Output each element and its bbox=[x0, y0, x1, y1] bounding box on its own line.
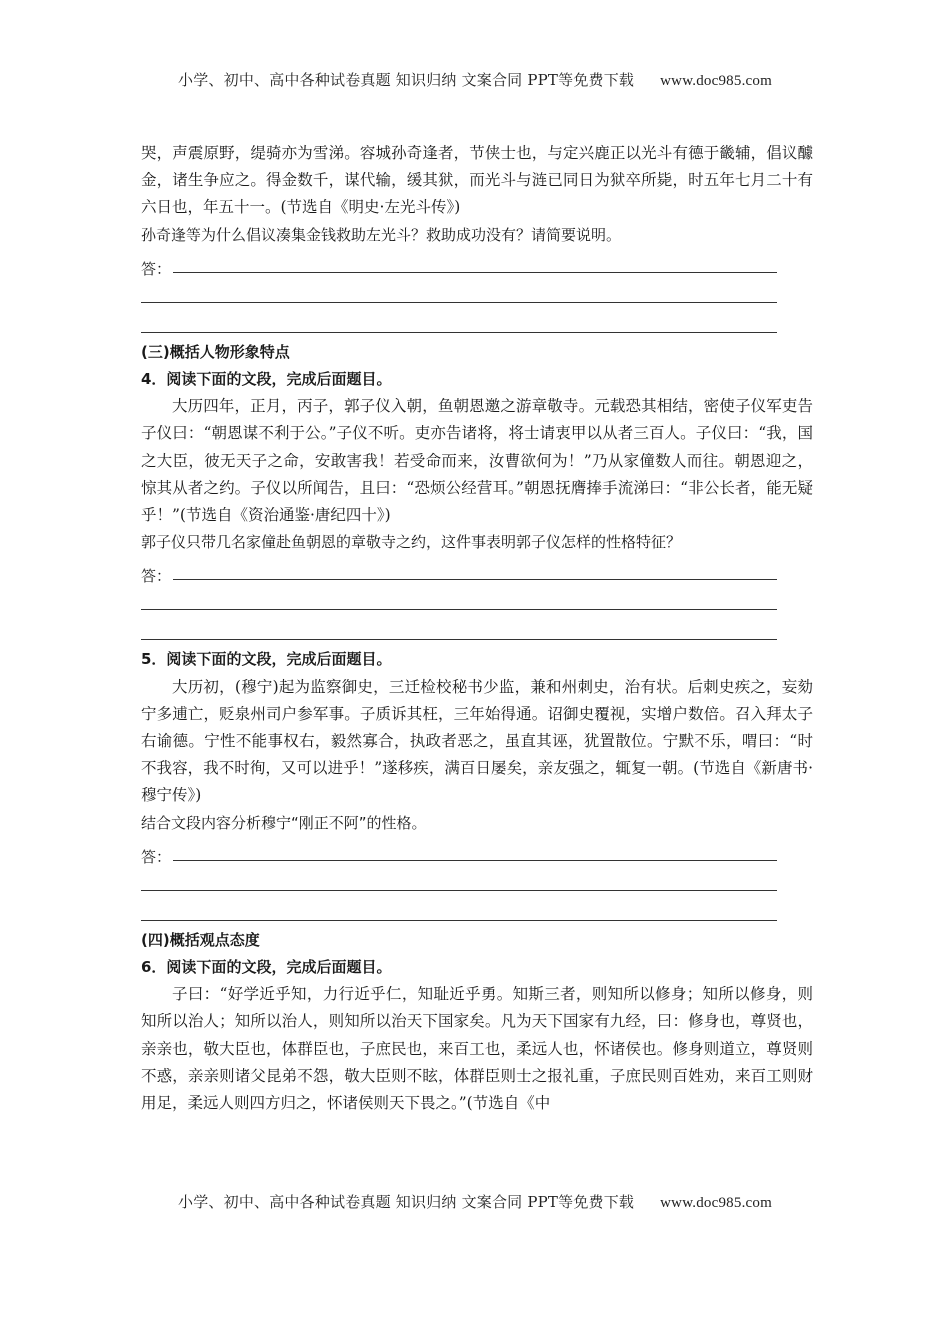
question-5-passage: 大历初，(穆宁)起为监察御史，三迁检校秘书少监，兼和州刺史，治有状。后刺史疾之，妄劾宁多逋亡，贬泉州司户参军事。子质诉其枉，三年始得通。诏御史覆视，实增户数倍。召入拜太子右谕德。宁性不能事权右，毅然寡合，执政者恶之，虽直其诬，犹置散位。宁默不乐，喟曰：“时不我容，我不时徇，又可以进乎！”遂移疾，满百日屡矣，亲友强之，辄复一朝。(节选自《新唐书·穆宁传》) bbox=[141, 677, 813, 805]
answer-line[interactable] bbox=[141, 556, 777, 586]
answer-rule bbox=[141, 889, 777, 891]
answer-area-5[interactable] bbox=[141, 837, 813, 927]
section-4-heading: (四)概括观点态度 bbox=[141, 930, 260, 949]
answer-line[interactable] bbox=[141, 867, 777, 897]
answer-rule bbox=[173, 271, 777, 273]
answer-rule bbox=[141, 301, 777, 303]
footer-banner bbox=[0, 1191, 950, 1212]
answer-area-4[interactable] bbox=[141, 556, 813, 646]
answer-line[interactable] bbox=[141, 279, 777, 309]
answer-line[interactable] bbox=[141, 249, 777, 279]
header-banner bbox=[0, 69, 950, 90]
question-3-prompt: 孙奇逢等为什么倡议凑集金钱救助左光斗？救助成功没有？请简要说明。 bbox=[141, 225, 622, 244]
answer-rule bbox=[141, 608, 777, 610]
header-banner-text: 小学、初中、高中各种试卷真题 知识归纳 文案合同 PPT等免费下载 bbox=[178, 71, 635, 89]
answer-line[interactable] bbox=[141, 586, 777, 616]
answer-label: 答： bbox=[141, 567, 172, 586]
question-4-passage: 大历四年，正月，丙子，郭子仪入朝，鱼朝恩邀之游章敬寺。元载恐其相结，密使子仪军吏告子仪曰：“朝恩谋不利于公。”子仪不听。吏亦告诸将，将士请衷甲以从者三百人。子仪曰：“我，国之大臣，彼无天子之命，安敢害我！若受命而来，汝曹欲何为！”乃从家僮数人而往。朝恩迎之，惊其从者之约。子仪以所闻告，且曰：“恐烦公经营耳。”朝恩抚膺捧手流涕曰：“非公长者，能无疑乎！”(节选自《资治通鉴·唐纪四十》) bbox=[141, 397, 813, 525]
answer-rule bbox=[141, 919, 777, 921]
document-body bbox=[141, 140, 813, 1117]
answer-area-3[interactable] bbox=[141, 249, 813, 339]
answer-line[interactable] bbox=[141, 309, 777, 339]
question-4-title: 4．阅读下面的文段，完成后面题目。 bbox=[141, 370, 392, 389]
answer-rule bbox=[141, 331, 777, 333]
question-5-prompt: 结合文段内容分析穆宁“刚正不阿”的性格。 bbox=[141, 813, 427, 832]
answer-label: 答： bbox=[141, 259, 172, 278]
answer-line[interactable] bbox=[141, 837, 777, 867]
question-6-passage: 子曰：“好学近乎知，力行近乎仁，知耻近乎勇。知斯三者，则知所以修身；知所以修身，则知所以治人；知所以治人，则知所以治天下国家矣。凡为天下国家有九经，曰：修身也，尊贤也，亲亲也，敬大臣也，体群臣也，子庶民也，来百工也，柔远人也，怀诸侯也。修身则道立，尊贤则不惑，亲亲则诸父昆弟不怨，敬大臣则不眩，体群臣则士之报礼重，子庶民则百姓劝，来百工则财用足，柔远人则四方归之，怀诸侯则天下畏之。”(节选自《中 bbox=[141, 985, 813, 1113]
answer-rule bbox=[173, 578, 777, 580]
answer-rule bbox=[141, 638, 777, 640]
section-3-heading: (三)概括人物形象特点 bbox=[141, 342, 290, 361]
answer-line[interactable] bbox=[141, 616, 777, 646]
header-site-link[interactable]: www.doc985.com bbox=[660, 73, 772, 89]
question-6-title: 6．阅读下面的文段，完成后面题目。 bbox=[141, 958, 392, 977]
footer-site-link[interactable]: www.doc985.com bbox=[660, 1195, 772, 1211]
answer-line[interactable] bbox=[141, 897, 777, 927]
passage-3-continuation: 哭，声震原野，缇骑亦为雪涕。容城孙奇逢者，节侠士也，与定兴鹿正以光斗有德于畿辅，倡议醵金，诸生争应之。得金数千，谋代输，缓其狱，而光斗与涟已同日为狱卒所毙，时五年七月二十有六日也，年五十一。(节选自《明史·左光斗传》) bbox=[141, 144, 813, 217]
question-5-title: 5．阅读下面的文段，完成后面题目。 bbox=[141, 650, 392, 669]
footer-banner-text: 小学、初中、高中各种试卷真题 知识归纳 文案合同 PPT等免费下载 bbox=[178, 1193, 635, 1211]
answer-rule bbox=[173, 859, 777, 861]
question-4-prompt: 郭子仪只带几名家僮赴鱼朝恩的章敬寺之约，这件事表明郭子仪怎样的性格特征？ bbox=[141, 533, 682, 552]
answer-label: 答： bbox=[141, 847, 172, 866]
